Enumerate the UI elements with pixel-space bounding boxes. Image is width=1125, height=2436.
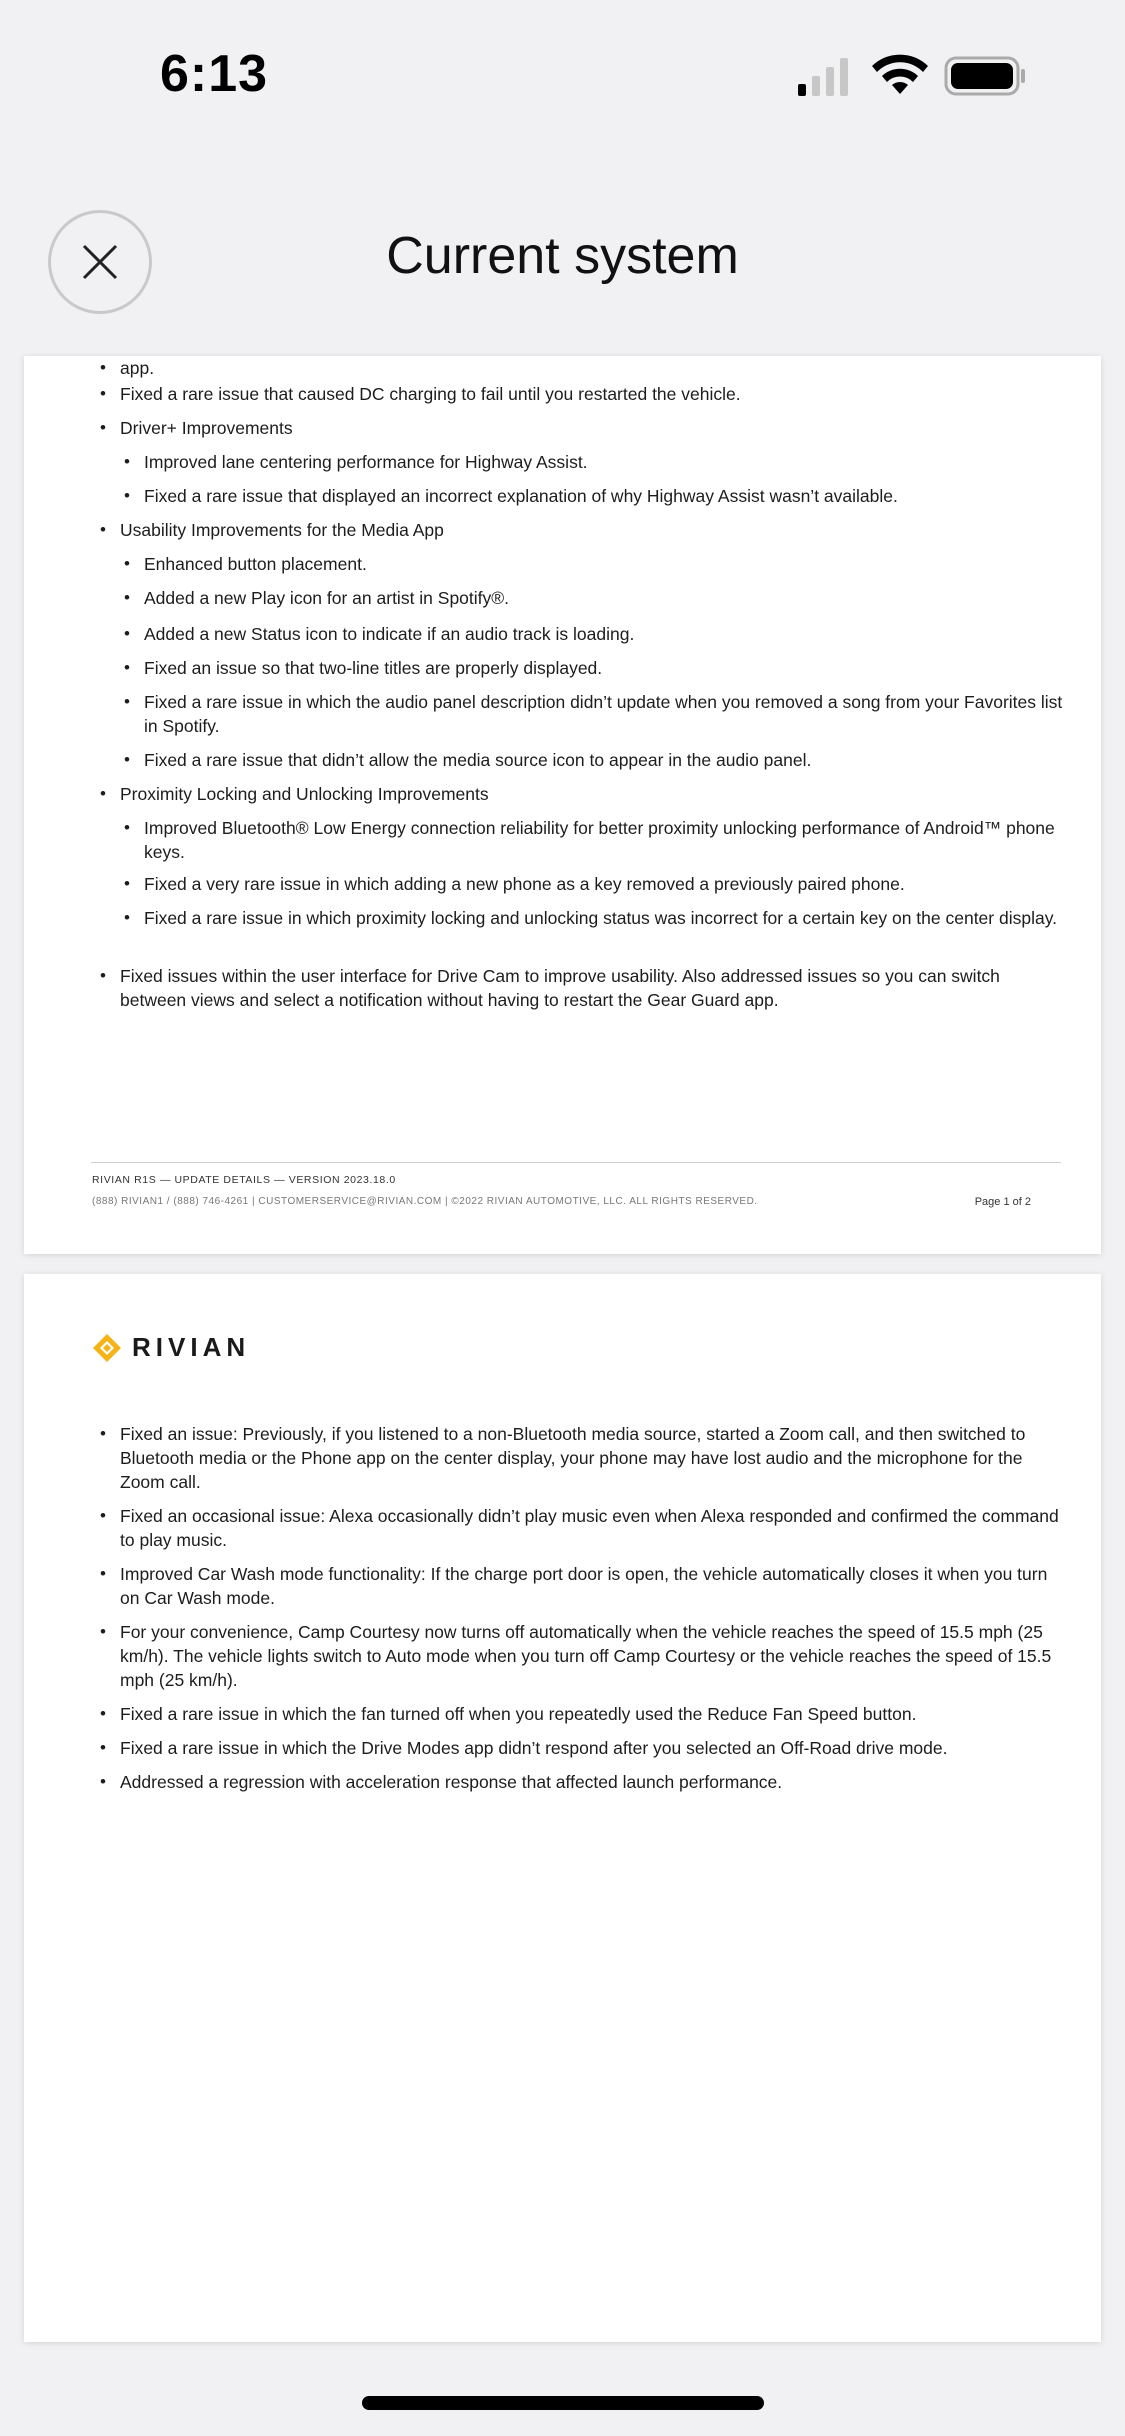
list-item: • For your convenience, Camp Courtesy now turns off automatically when the vehicle reaches the speed of 15.5 mph (25 km/h). The vehicle lights switch to Auto mode when you turn off Camp Courtesy or the vehicle reaches the speed of 15.5 mph (25 km/h). [120,1620,1060,1692]
status-time: 6:13 [160,45,269,103]
list-item: • Fixed a rare issue that caused DC charging to fail until you restarted the vehicle. [120,382,1060,406]
status-icons [796,54,1028,98]
list-item: • Fixed a rare issue in which the fan turned off when you repeatedly used the Reduce Fan Speed button. [120,1702,1060,1726]
list-item: • Added a new Play icon for an artist in Spotify®. [144,586,1064,610]
rivian-logo [92,1332,250,1363]
home-indicator[interactable] [362,2396,764,2410]
list-item: • Fixed a rare issue in which proximity locking and unlocking status was incorrect for a certain key on the center display. [144,906,1064,930]
list-item: • Fixed an occasional issue: Alexa occasionally didn’t play music even when Alexa responded and confirmed the command to play music. [120,1504,1060,1552]
list-item: • Usability Improvements for the Media App [120,518,1060,542]
list-item: • Fixed a rare issue in which the audio panel description didn’t update when you removed a song from your Favorites list in Spotify. [144,690,1064,738]
footer-divider [91,1162,1061,1163]
list-item: • app. [120,356,1060,380]
list-item: • Improved Bluetooth® Low Energy connection reliability for better proximity unlocking performance of Android™ phone keys. [144,816,1064,864]
rivian-logo-text: RIVIAN [132,1332,251,1362]
list-item: • Enhanced button placement. [144,552,1064,576]
document-page-2[interactable] [24,1274,1101,2342]
footer-page-number: Page 1 of 2 [974,1196,1031,1208]
list-item: • Proximity Locking and Unlocking Improvements [120,782,1060,806]
list-item: • Fixed a very rare issue in which adding a new phone as a key removed a previously paired phone. [144,872,1064,896]
wifi-icon [872,55,928,94]
page-title: Current system [386,227,739,285]
list-item: • Driver+ Improvements [120,416,1060,440]
list-item: • Fixed issues within the user interface for Drive Cam to improve usability. Also addressed issues so you can switch between views and select a notification without having to restart the Gear Guard app. [120,964,1060,1012]
footer-contact: (888) RIVIAN1 / (888) 746-4261 | CUSTOMERSERVICE@RIVIAN.COM | ©2022 RIVIAN AUTOMOTIVE, LLC. ALL RIGHTS RESERVED. [92,1196,758,1207]
list-item: • Addressed a regression with acceleration response that affected launch performance. [120,1770,1060,1794]
list-item: • Fixed an issue so that two-line titles are properly displayed. [144,656,1064,680]
list-item: • Fixed a rare issue that displayed an incorrect explanation of why Highway Assist wasn’t available. [144,484,1064,508]
list-item: • Fixed an issue: Previously, if you listened to a non-Bluetooth media source, started a Zoom call, and then switched to Bluetooth media or the Phone app on the center display, your phone may have lost audio and the microphone for the Zoom call. [120,1422,1060,1494]
list-item: • Fixed a rare issue that didn’t allow the media source icon to appear in the audio panel. [144,748,1064,772]
list-item: • Improved Car Wash mode functionality: If the charge port door is open, the vehicle automatically closes it when you turn on Car Wash mode. [120,1562,1060,1610]
list-item: • Fixed a rare issue in which the Drive Modes app didn’t respond after you selected an Off-Road drive mode. [120,1736,1060,1760]
list-item: • Improved lane centering performance for Highway Assist. [144,450,1064,474]
battery-icon [946,58,1025,94]
list-item: • Added a new Status icon to indicate if an audio track is loading. [144,622,1064,646]
footer-title: RIVIAN R1S — UPDATE DETAILS — VERSION 2023.18.0 [92,1174,396,1186]
document-page-1[interactable] [24,356,1101,1254]
cellular-signal-icon [798,58,848,96]
rivian-logo-icon [92,1333,122,1363]
